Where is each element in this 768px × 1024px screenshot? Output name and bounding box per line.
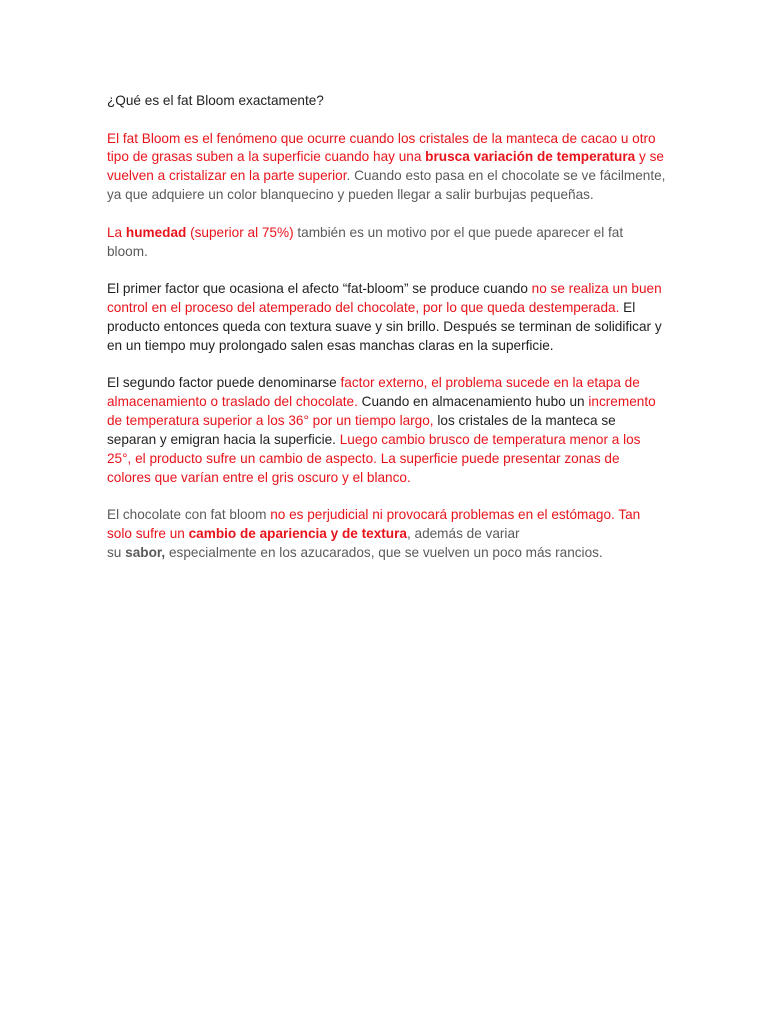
- paragraph-humidity: [107, 224, 667, 262]
- second-factor-text: El segundo factor puede denominarse: [107, 375, 341, 391]
- paragraph-conclusion: [107, 506, 667, 563]
- paragraph-first-factor: [107, 280, 667, 356]
- first-factor-text: El producto entonces queda con textura suave y sin brillo. Después se terminan de solidificar y en un tiempo muy prolongado salen esas manchas claras en la superficie.: [107, 300, 662, 353]
- conclusion-text: , además de variar: [406, 526, 520, 542]
- first-factor-highlight: no se realiza un buen control en el proceso del atemperado del chocolate, por lo que queda destemperada.: [107, 281, 662, 316]
- humidity-text: (superior al 75%): [186, 224, 294, 240]
- second-factor-highlight: incremento de temperatura superior a los 36° por un tiempo largo,: [107, 394, 656, 429]
- document-page: [107, 92, 667, 582]
- question-text: ¿Qué es el fat Bloom exactamente?: [107, 93, 324, 108]
- second-factor-highlight: Luego cambio brusco de temperatura menor a los 25°, el producto sufre un cambio de aspecto. La superficie puede presentar zonas de colores que varían entre el gris oscuro y el blanco.: [107, 432, 641, 485]
- conclusion-emphasis: sabor,: [125, 545, 166, 561]
- conclusion-text: su: [107, 545, 126, 561]
- conclusion-text: especialmente en los azucarados, que se vuelven un poco más rancios.: [165, 545, 603, 561]
- conclusion-emphasis: cambio de apariencia y de textura: [188, 526, 407, 542]
- definition-text: El fat Bloom es el fenómeno que ocurre cuando los cristales de la manteca de cacao u otro tipo de grasas suben a la superficie cuando hay una: [107, 130, 656, 165]
- definition-text: y se vuelven a cristalizar en la parte superior: [107, 149, 664, 184]
- humidity-text: La: [107, 224, 126, 240]
- conclusion-text: El chocolate con fat bloom: [107, 507, 271, 523]
- second-factor-highlight: factor externo, el problema sucede en la etapa de almacenamiento o traslado del chocolate.: [107, 375, 640, 410]
- definition-text: . Cuando esto pasa en el chocolate se ve fácilmente, ya que adquiere un color blanquecino y pueden llegar a salir burbujas pequeñas.: [107, 168, 666, 203]
- second-factor-text: Cuando en almacenamiento hubo un: [357, 394, 589, 410]
- paragraph-second-factor: [107, 374, 667, 487]
- first-factor-text: El primer factor que ocasiona el afecto “fat-bloom” se produce cuando: [107, 281, 532, 297]
- definition-highlight: brusca variación de temperatura: [425, 149, 636, 165]
- question-heading: [107, 92, 667, 111]
- conclusion-highlight: no es perjudicial ni provocará problemas en el estómago. Tan solo sufre un: [107, 507, 641, 542]
- humidity-highlight: humedad: [125, 224, 187, 240]
- humidity-text: también es un motivo por el que puede aparecer el fat bloom.: [107, 224, 624, 259]
- paragraph-definition: [107, 130, 667, 206]
- second-factor-text: los cristales de la manteca se separan y emigran hacia la superficie.: [107, 413, 616, 448]
